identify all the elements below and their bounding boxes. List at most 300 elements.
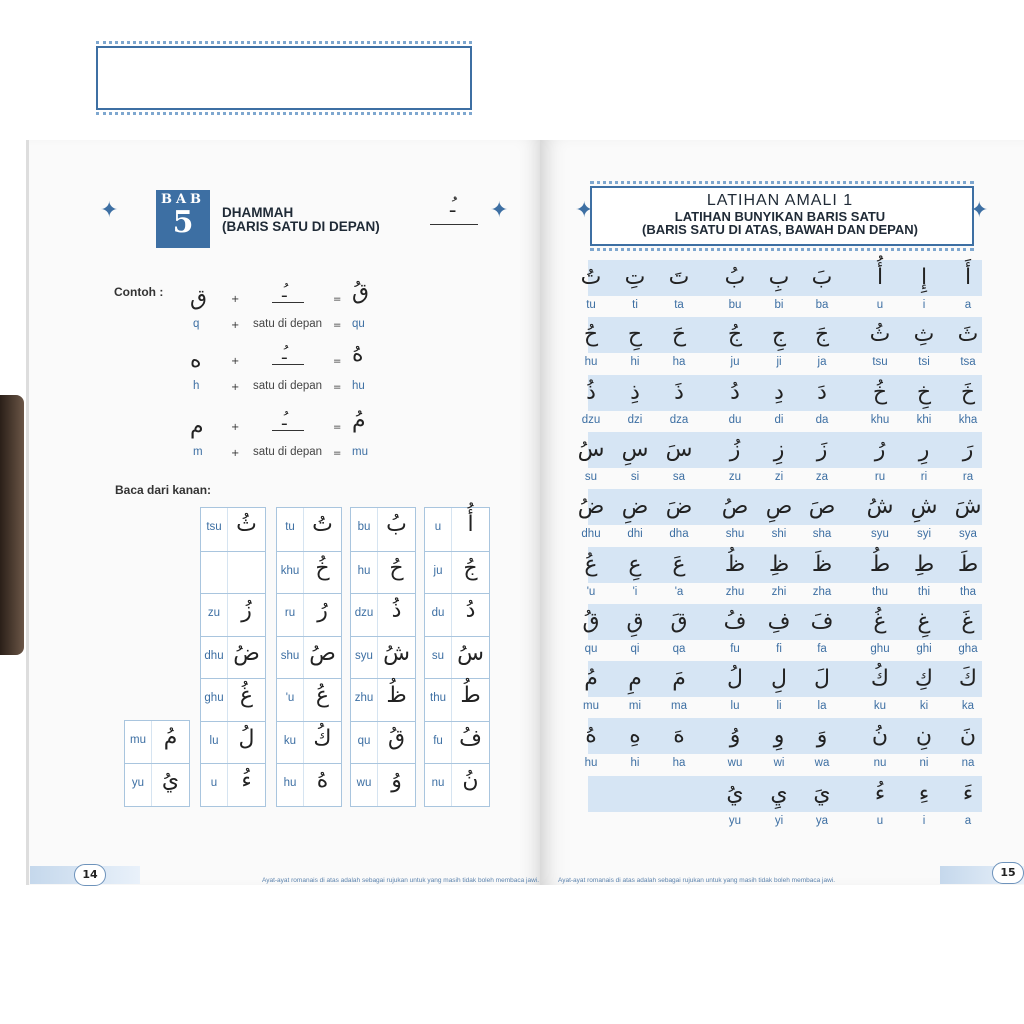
exercise-letter: ءَ: [962, 780, 974, 806]
grid-cell-latin: dhu: [204, 649, 224, 662]
exercise-latin: dha: [669, 528, 689, 541]
exercise-cell: [946, 432, 990, 483]
exercise-letter: عُ: [584, 551, 598, 577]
exercise-cell: [902, 260, 946, 311]
exercise-latin: a: [964, 299, 972, 311]
exercise-letter: خِ: [916, 379, 932, 405]
grid-cell: [125, 763, 189, 807]
exercise-subtitle1: LATIHAN BUNYIKAN BARIS SATU: [674, 209, 886, 224]
exercise-letter: هَ: [673, 723, 685, 749]
grid-cell-letter: يُ: [161, 768, 180, 793]
exercise-letter: رَ: [962, 436, 974, 462]
exercise-letter: غُ: [873, 608, 887, 634]
example-letter: ق: [190, 286, 208, 311]
flourish-icon: ✦: [575, 198, 594, 223]
exercise-latin: za: [815, 470, 829, 483]
exercise-letter: صِ: [765, 494, 793, 520]
exercise-cell: [800, 375, 844, 426]
exercise-letter: وُ: [729, 723, 741, 749]
grid-cell: [351, 593, 415, 637]
grid-cell: [201, 636, 265, 680]
grid-cell-latin: syu: [355, 649, 373, 662]
exercise-cell: [858, 432, 902, 483]
exercise-latin: bu: [728, 299, 742, 311]
grid-cell-latin: hu: [283, 777, 297, 789]
example-plus: +: [231, 448, 240, 459]
exercise-letter: ظَ: [811, 551, 833, 577]
exercise-cell: [613, 432, 657, 483]
exercise-latin: zi: [774, 470, 784, 483]
read-from-right-label: Baca dari kanan:: [115, 483, 212, 497]
grid-cell-letter: صُ: [309, 640, 336, 666]
grid-cell-letter: مُ: [163, 724, 178, 750]
exercise-latin: sa: [672, 470, 686, 483]
exercise-cell: [757, 547, 801, 598]
exercise-cell: [757, 661, 801, 712]
exercise-letter: ضِ: [621, 494, 649, 520]
bab-label: BAB: [160, 192, 206, 207]
examples-label: Contoh :: [114, 285, 164, 299]
exercise-cell: [569, 375, 613, 426]
example-result-latin: mu: [352, 446, 368, 458]
grid-cell-latin: u: [434, 521, 442, 533]
grid-column: [200, 507, 266, 807]
exercise-cell: [613, 718, 657, 769]
exercise-cell: [902, 661, 946, 712]
exercise-letter: نِ: [915, 723, 933, 749]
exercise-cell: [946, 604, 990, 655]
exercise-latin: 'u: [586, 585, 596, 598]
example-mid-text: satu di depan: [253, 446, 323, 458]
exercise-latin: zu: [728, 470, 742, 483]
exercise-latin: ti: [632, 299, 638, 311]
page-number-left: 14: [74, 864, 106, 886]
exercise-latin: a: [964, 814, 972, 827]
chapter-title-line2: (BARIS SATU DI DEPAN): [222, 219, 380, 234]
example-letter: ه: [190, 348, 202, 373]
exercise-letter: دُ: [730, 379, 740, 405]
exercise-letter: قِ: [626, 608, 644, 634]
exercise-letter: زِ: [773, 436, 785, 462]
exercise-latin: hi: [630, 356, 640, 369]
example-equals: =: [333, 422, 342, 433]
exercise-letter: لِ: [771, 666, 787, 692]
grid-cell-letter: ثُ: [236, 512, 257, 537]
exercise-latin: kha: [958, 413, 978, 426]
exercise-latin: su: [584, 470, 598, 483]
grid-cell-letter: ضُ: [233, 640, 260, 666]
exercise-letter: وِ: [773, 723, 785, 749]
exercise-letter: ءُ: [874, 780, 886, 806]
exercise-latin: dzi: [627, 413, 643, 426]
footnote-right: Ayat-ayat romanais di atas adalah sebagai rujukan untuk yang masih tidak boleh membaca jawi.: [558, 877, 836, 884]
exercise-latin: di: [774, 413, 784, 426]
exercise-letter: زَ: [816, 436, 828, 462]
exercise-letter: ظُ: [724, 551, 746, 577]
chapter-banner: [96, 46, 472, 110]
exercise-cell: [613, 547, 657, 598]
exercise-letter: [657, 776, 701, 810]
grid-cell-latin: tu: [285, 521, 295, 533]
exercise-cell: [657, 489, 701, 540]
exercise-letter: جُ: [727, 322, 743, 348]
exercise-cell: [757, 317, 801, 368]
exercise-letter: يَ: [813, 780, 831, 806]
grid-cell: [277, 678, 341, 722]
exercise-cell: [858, 317, 902, 368]
exercise-letter: قُ: [582, 608, 600, 634]
grid-cell-latin: du: [431, 607, 445, 619]
grid-cell-latin: dzu: [354, 607, 374, 619]
example-equals: =: [333, 320, 342, 331]
exercise-latin: syu: [871, 528, 889, 541]
exercise-letter: سِ: [621, 436, 649, 462]
exercise-cell: [657, 661, 701, 712]
exercise-cell: [902, 317, 946, 368]
exercise-latin: ma: [671, 700, 687, 713]
exercise-letter: بَ: [811, 265, 833, 290]
exercise-latin: da: [815, 413, 829, 426]
exercise-cell: [800, 776, 844, 827]
exercise-latin: ghu: [870, 642, 890, 655]
example-plus: +: [231, 294, 240, 305]
exercise-cell: [569, 260, 613, 311]
grid-cell-latin: su: [431, 649, 445, 662]
exercise-cell: [713, 375, 757, 426]
exercise-latin: tsa: [960, 356, 976, 369]
dammah-mark: [430, 198, 478, 228]
exercise-cell: [657, 432, 701, 483]
exercise-letter: تُ: [580, 265, 602, 290]
exercise-letter: أَ: [964, 265, 972, 290]
exercise-letter: ضَ: [665, 494, 693, 520]
grid-cell-latin: hu: [357, 564, 371, 577]
grid-cell-latin: thu: [430, 692, 446, 704]
grid-cell: [351, 508, 415, 551]
exercise-letter: ثِ: [913, 322, 935, 348]
exercise-latin: shi: [771, 528, 787, 541]
grid-cell-letter: رُ: [317, 598, 328, 623]
exercise-cell: [569, 547, 613, 598]
example-letter-latin: h: [193, 380, 200, 392]
exercise-latin: ra: [962, 470, 974, 483]
grid-cell-latin: yu: [131, 777, 145, 789]
example-result: مُ: [352, 408, 366, 433]
exercise-latin: du: [728, 413, 742, 426]
exercise-cell: [902, 489, 946, 540]
grid-cell-latin: lu: [209, 734, 219, 747]
exercise-letter: [569, 776, 613, 810]
exercise-cell: [757, 718, 801, 769]
exercise-letter: ضُ: [577, 494, 605, 520]
exercise-cell: [858, 718, 902, 769]
example-dammah-line: [272, 302, 304, 303]
exercise-cell: [946, 260, 990, 311]
exercise-cell: [858, 604, 902, 655]
exercise-cell: [902, 718, 946, 769]
flourish-icon: ✦: [100, 198, 119, 223]
grid-cell-latin: tsu: [206, 521, 222, 533]
example-dammah-mark: ُـ: [282, 282, 287, 301]
grid-cell: [277, 593, 341, 637]
grid-column: [424, 507, 490, 807]
example-dammah-line: [272, 364, 304, 365]
exercise-latin: ka: [961, 700, 975, 713]
exercise-cell: [713, 260, 757, 311]
example-plus: +: [231, 320, 240, 331]
exercise-subtitle2: (BARIS SATU DI ATAS, BAWAH DAN DEPAN): [642, 222, 918, 237]
exercise-cell: [902, 375, 946, 426]
grid-cell: [425, 721, 489, 765]
exercise-cell: [713, 661, 757, 712]
example-mid-text: satu di depan: [253, 380, 323, 392]
exercise-latin: tu: [586, 299, 596, 311]
grid-cell-latin: ru: [284, 607, 296, 619]
exercise-cell: [713, 489, 757, 540]
exercise-letter: كَ: [958, 666, 978, 692]
exercise-latin: ku: [873, 700, 887, 713]
exercise-latin: zhi: [771, 585, 787, 598]
grid-cell-latin: mu: [130, 733, 146, 746]
example-letter-latin: q: [193, 318, 200, 330]
exercise-cell: [657, 260, 701, 311]
exercise-latin: ghi: [916, 642, 932, 655]
exercise-cell: [713, 317, 757, 368]
exercise-cell: [713, 718, 757, 769]
flourish-icon: ✦: [490, 198, 509, 223]
grid-cell: [201, 763, 265, 807]
exercise-latin: nu: [873, 757, 887, 770]
exercise-cell: [946, 547, 990, 598]
example-letter: م: [190, 414, 204, 439]
grid-cell-letter: سُ: [457, 640, 484, 666]
grid-cell: [425, 636, 489, 680]
exercise-cell: [569, 317, 613, 368]
grid-cell-letter: تُ: [312, 512, 333, 537]
grid-cell-latin: fu: [433, 734, 443, 747]
exercise-cell: [613, 604, 657, 655]
grid-cell-latin: u: [210, 777, 218, 789]
exercise-letter: شَ: [954, 494, 982, 520]
example-dammah-mark: ُـ: [282, 410, 287, 429]
exercise-letter: دَ: [817, 379, 827, 405]
exercise-letter: دِ: [774, 379, 784, 405]
example-letter-latin: m: [193, 446, 203, 458]
exercise-letter: خُ: [872, 379, 888, 405]
exercise-latin: shu: [725, 528, 745, 541]
exercise-latin: hi: [630, 757, 640, 770]
exercise-letter: حَ: [671, 322, 687, 348]
exercise-cell: [858, 661, 902, 712]
grid-cell: [277, 763, 341, 807]
example-result-latin: hu: [352, 380, 365, 392]
grid-cell: [201, 593, 265, 637]
exercise-letter: صَ: [808, 494, 836, 520]
exercise-cell: [757, 776, 801, 827]
exercise-letter: صُ: [721, 494, 749, 520]
grid-cell-letter: قُ: [387, 725, 406, 751]
exercise-latin: fu: [730, 642, 740, 655]
exercise-cell: [757, 604, 801, 655]
exercise-latin: ki: [919, 700, 929, 713]
exercise-letter: سُ: [577, 436, 605, 462]
exercise-letter: حُ: [583, 322, 599, 348]
exercise-letter: رِ: [918, 436, 930, 462]
exercise-letter: فُ: [723, 608, 747, 634]
exercise-latin: 'a: [674, 585, 684, 598]
exercise-letter: وَ: [816, 723, 828, 749]
exercise-letter: زُ: [729, 436, 741, 462]
exercise-letter: غَ: [961, 608, 975, 634]
exercise-cell: [946, 718, 990, 769]
exercise-latin: wa: [814, 757, 830, 770]
grid-cell-letter: فُ: [459, 725, 482, 751]
grid-cell-latin: zu: [207, 607, 221, 619]
grid-cell-letter: طُ: [460, 683, 481, 708]
exercise-latin: ba: [815, 299, 829, 311]
exercise-cell: [657, 604, 701, 655]
exercise-latin: ji: [776, 356, 782, 369]
exercise-latin: ni: [919, 757, 929, 770]
exercise-letter: مُ: [584, 666, 598, 692]
exercise-latin: i: [922, 814, 926, 827]
exercise-letter: جِ: [771, 322, 787, 348]
page-number-right: 15: [992, 862, 1024, 884]
exercise-cell: [757, 375, 801, 426]
example-result: هُ: [352, 342, 364, 367]
exercise-latin: hu: [584, 757, 598, 770]
exercise-cell: [569, 776, 613, 815]
exercise-letter: يُ: [726, 780, 744, 806]
exercise-latin: yu: [728, 814, 742, 827]
exercise-latin: hu: [584, 356, 598, 369]
bab-number: 5: [172, 205, 194, 240]
exercise-latin: qu: [584, 642, 598, 655]
exercise-letter: شُ: [866, 494, 894, 520]
grid-cell: [277, 508, 341, 551]
exercise-cell: [946, 375, 990, 426]
grid-cell-latin: qu: [357, 734, 371, 747]
grid-cell-letter: خُ: [315, 555, 330, 581]
exercise-letter: ءِ: [918, 780, 930, 806]
exercise-letter: قَ: [670, 608, 688, 634]
exercise-letter: غِ: [917, 608, 931, 634]
exercise-cell: [858, 375, 902, 426]
exercise-cell: [800, 718, 844, 769]
exercise-latin: thi: [917, 585, 931, 598]
example-equals: =: [333, 448, 342, 459]
exercise-latin: ru: [874, 470, 886, 483]
grid-cell-letter: نُ: [462, 768, 479, 793]
exercise-latin: si: [630, 470, 640, 483]
exercise-latin: mi: [628, 700, 642, 713]
exercise-letter: مِ: [628, 666, 642, 692]
grid-cell: [351, 763, 415, 807]
grid-cell: [425, 678, 489, 722]
exercise-letter: ثَ: [957, 322, 979, 348]
grid-cell-latin: shu: [280, 649, 300, 662]
chapter-title-line1: DHAMMAH: [222, 205, 294, 220]
exercise-latin: ta: [674, 299, 684, 311]
exercise-latin: wu: [727, 757, 743, 770]
exercise-cell: [946, 489, 990, 540]
grid-cell: [425, 593, 489, 637]
exercise-letter: طَ: [957, 551, 979, 577]
grid-cell-letter: بُ: [386, 512, 407, 537]
exercise-letter: تَ: [668, 265, 690, 290]
exercise-cell: [800, 547, 844, 598]
grid-cell: [425, 508, 489, 551]
grid-cell-letter: ظُ: [386, 683, 407, 708]
exercise-letter: مَ: [672, 666, 686, 692]
exercise-letter: نَ: [959, 723, 977, 749]
exercise-cell: [657, 718, 701, 769]
exercise-cell: [800, 317, 844, 368]
grid-cell-latin: wu: [356, 777, 372, 789]
exercise-letter: يِ: [770, 780, 788, 806]
exercise-latin: fa: [817, 642, 827, 655]
exercise-letter: حِ: [627, 322, 643, 348]
exercise-letter: لَ: [814, 666, 830, 692]
grid-cell: [351, 721, 415, 765]
grid-column: [276, 507, 342, 807]
exercise-cell: [800, 604, 844, 655]
exercise-cell: [613, 489, 657, 540]
exercise-cell: [902, 604, 946, 655]
exercise-cell: [800, 661, 844, 712]
exercise-latin: qi: [630, 642, 640, 655]
exercise-cell: [613, 375, 657, 426]
exercise-letter: فِ: [767, 608, 791, 634]
example-equals: =: [333, 294, 342, 305]
exercise-letter: طُ: [869, 551, 891, 577]
grid-cell: [125, 721, 189, 764]
grid-cell-latin: 'u: [285, 692, 295, 704]
grid-cell-latin: bu: [357, 521, 371, 533]
exercise-cell: [569, 604, 613, 655]
exercise-cell: [657, 547, 701, 598]
exercise-cell: [946, 776, 990, 827]
grid-cell-latin: ghu: [204, 692, 224, 704]
exercise-cell: [713, 604, 757, 655]
grid-cell-letter: أُ: [467, 512, 474, 537]
exercise-letter: ثُ: [869, 322, 891, 348]
exercise-latin: na: [961, 757, 975, 770]
exercise-cell: [657, 375, 701, 426]
exercise-letter: كِ: [914, 666, 934, 692]
exercise-latin: lu: [730, 700, 740, 713]
exercise-latin: fi: [776, 642, 782, 655]
exercise-letter: طِ: [913, 551, 935, 577]
exercise-latin: tsi: [918, 356, 930, 369]
exercise-latin: sya: [959, 528, 977, 541]
exercise-latin: ya: [815, 814, 829, 827]
exercise-latin: zhu: [725, 585, 745, 598]
exercise-cell: [902, 776, 946, 827]
exercise-cell: [858, 260, 902, 311]
grid-cell-letter: شُ: [383, 640, 410, 666]
exercise-latin: ja: [817, 356, 827, 369]
exercise-latin: dhu: [581, 528, 601, 541]
exercise-letter: هُ: [585, 723, 597, 749]
exercise-latin: thu: [872, 585, 888, 598]
exercise-title-block: [590, 192, 970, 236]
chapter-title: [222, 206, 380, 234]
exercise-cell: [569, 432, 613, 483]
exercise-latin: qa: [672, 642, 686, 655]
grid-cell: [201, 551, 265, 595]
exercise-letter: عَ: [672, 551, 686, 577]
